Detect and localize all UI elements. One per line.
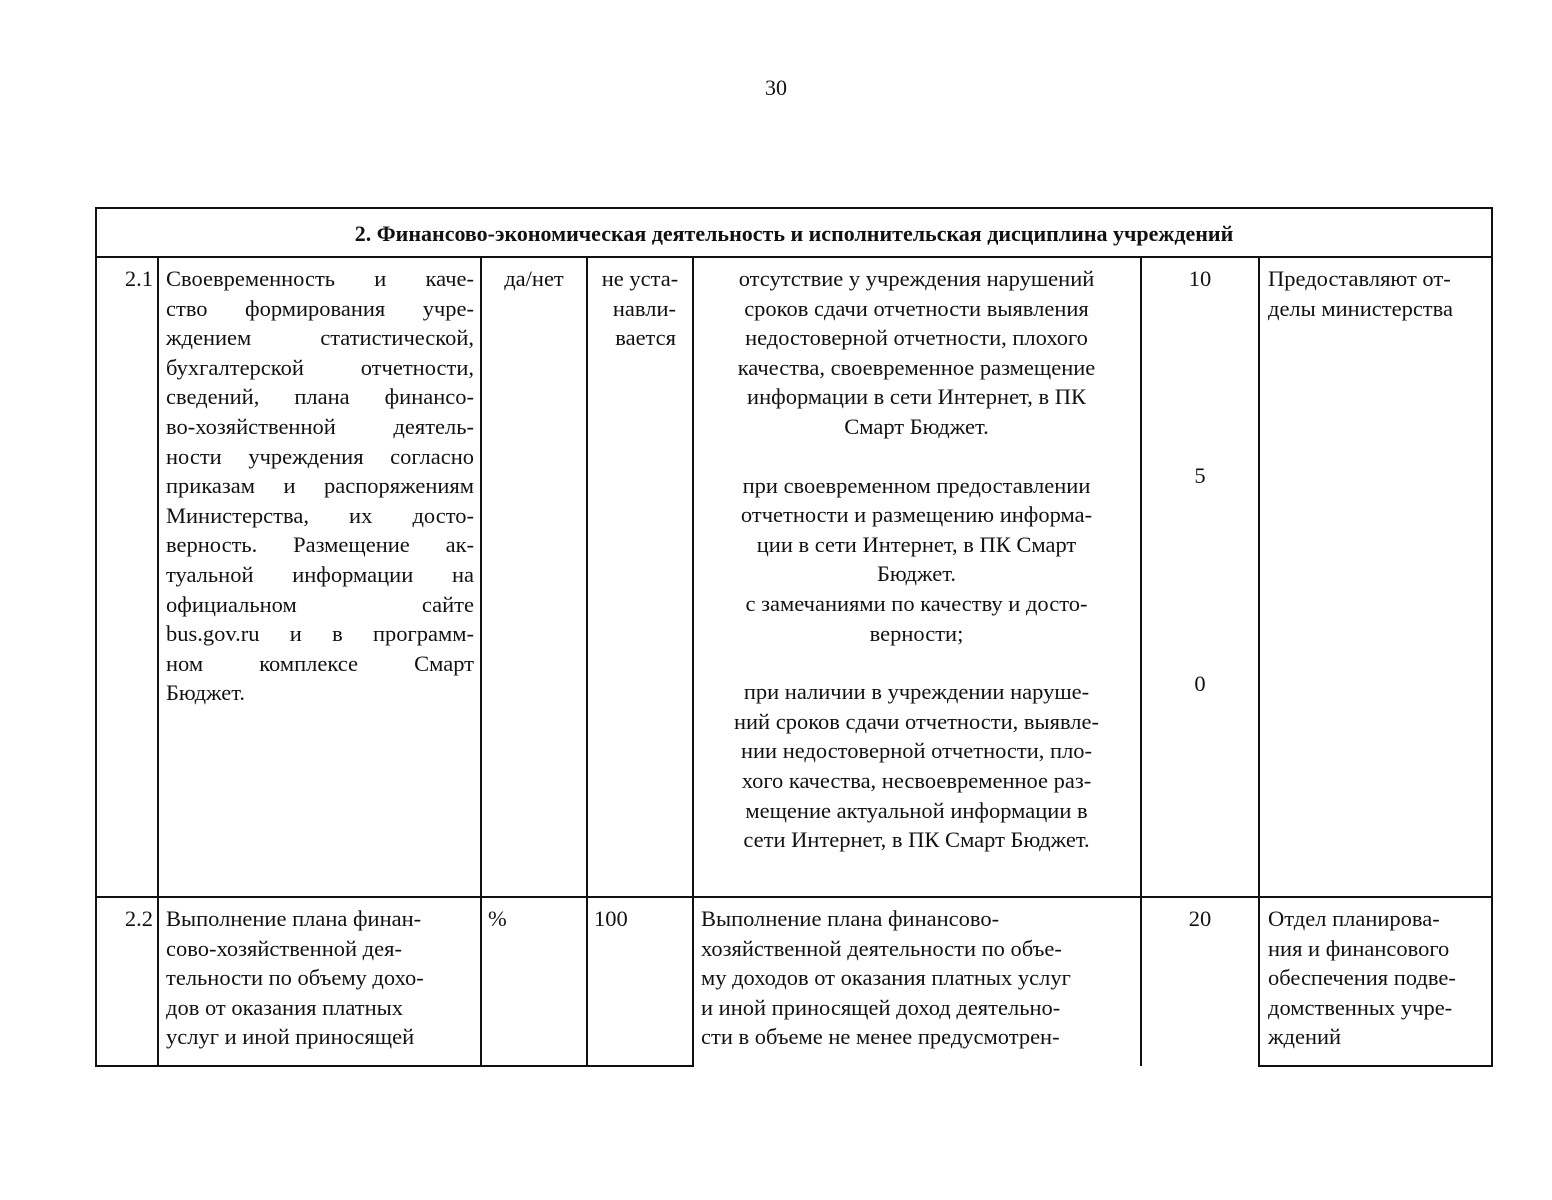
criterion-line: Бюджет. bbox=[876, 561, 957, 587]
source-line: ждений bbox=[1268, 1024, 1342, 1050]
criterion-line: с замечаниями по качеству и досто- bbox=[745, 590, 1088, 616]
criterion-line: недостоверной отчетности, плохого bbox=[745, 325, 1088, 351]
indicator-name-line: бухгалтерской отчетности, bbox=[166, 354, 474, 380]
source-line: Отдел планирова- bbox=[1268, 906, 1440, 931]
indicator-name-line: дов от оказания платных bbox=[166, 994, 404, 1020]
indicator-name-line: Своевременность и каче- bbox=[166, 266, 474, 291]
row-number-cell bbox=[96, 897, 158, 1066]
indicator-name-line: ство формирования учре- bbox=[166, 295, 474, 321]
target-cell bbox=[587, 897, 693, 1066]
criterion-line: сети Интернет, в ПК Смарт Бюджет. bbox=[743, 827, 1090, 853]
score-value: 5 bbox=[1194, 463, 1206, 488]
indicator-name-line: Бюджет. bbox=[166, 680, 246, 706]
criterion-line: при своевременном предоставлении bbox=[742, 472, 1091, 498]
indicator-name-cell bbox=[158, 257, 481, 897]
criterion-line: Смарт Бюджет. bbox=[844, 413, 989, 439]
criterion-line: хозяйственной деятельности по объе- bbox=[701, 935, 1062, 961]
score-stack bbox=[1146, 264, 1254, 896]
score-cell bbox=[1141, 257, 1259, 897]
score-value: 10 bbox=[1188, 266, 1212, 291]
source-cell bbox=[1259, 897, 1492, 1066]
criterion-line: при наличии в учреждении наруше- bbox=[743, 679, 1090, 705]
indicator-name-cell bbox=[158, 897, 481, 1066]
unit-value: % bbox=[488, 906, 507, 931]
indicator-name-line: bus.gov.ru и в программ- bbox=[166, 621, 474, 647]
criterion-line: му доходов от оказания платных услуг bbox=[701, 965, 1071, 991]
indicator-name-line: приказам и распоряжениям bbox=[166, 473, 474, 499]
score-value: 0 bbox=[1194, 671, 1206, 696]
target-line: не уста- bbox=[601, 266, 679, 291]
table-row bbox=[96, 257, 1492, 897]
criteria-cell bbox=[693, 257, 1141, 897]
criterion-line: верности; bbox=[869, 620, 964, 646]
indicator-name-line: ждением статистической, bbox=[166, 325, 474, 351]
criterion-line: отчетности и размещению информа- bbox=[740, 502, 1093, 528]
unit-cell bbox=[481, 257, 587, 897]
criterion-line: и иной приносящей доход деятельно- bbox=[701, 994, 1061, 1020]
criterion-line: мещение актуальной информации в bbox=[745, 797, 1088, 823]
spacer bbox=[701, 442, 1132, 471]
row-number: 2.2 bbox=[124, 906, 153, 931]
criterion-block bbox=[701, 677, 1132, 855]
row-number-cell bbox=[96, 257, 158, 897]
criterion-line: сти в объеме не менее предусмотрен- bbox=[701, 1024, 1060, 1050]
unit-cell bbox=[481, 897, 587, 1066]
table-row bbox=[96, 897, 1492, 1066]
score-cell bbox=[1141, 897, 1259, 1066]
criterion-line: хого качества, несвоевременное раз- bbox=[741, 767, 1092, 793]
indicator-name-line: сово-хозяйственной дея- bbox=[166, 935, 402, 961]
criterion-block bbox=[701, 264, 1132, 442]
indicator-name-line: тельности по объему дохо- bbox=[166, 965, 424, 991]
criterion-line: ции в сети Интернет, в ПК Смарт bbox=[756, 531, 1077, 557]
indicator-name-line: официальном сайте bbox=[166, 591, 474, 617]
indicator-name-line: ности учреждения согласно bbox=[166, 443, 474, 469]
indicator-name-line: туальной информации на bbox=[166, 561, 474, 587]
criteria-cell bbox=[693, 897, 1141, 1066]
criteria-table bbox=[95, 207, 1493, 1067]
source-line: Предоставляют от- bbox=[1268, 266, 1451, 291]
criterion-line: отсутствие у учреждения нарушений bbox=[738, 266, 1095, 291]
source-line: домственных учре- bbox=[1268, 994, 1453, 1020]
source-line: ния и финансового bbox=[1268, 935, 1450, 961]
section-title: 2. Финансово-экономическая деятельность и исполнительская дисциплина учреждений bbox=[354, 220, 1234, 246]
row-number: 2.1 bbox=[124, 266, 153, 291]
criterion-line: Выполнение плана финансово- bbox=[701, 906, 1000, 931]
criterion-line: сроков сдачи отчетности выявления bbox=[744, 295, 1089, 321]
criterion-line: информации в сети Интернет, в ПК bbox=[747, 384, 1086, 410]
source-line: обеспечения подве- bbox=[1268, 965, 1456, 991]
unit-value: да/нет bbox=[504, 266, 564, 291]
target-value: 100 bbox=[594, 906, 628, 931]
criterion-block bbox=[701, 471, 1132, 649]
score-value: 20 bbox=[1188, 906, 1212, 931]
indicator-name-line: верность. Размещение ак- bbox=[166, 532, 474, 558]
indicator-name-line: услуг и иной приносящей bbox=[166, 1024, 415, 1050]
criterion-line: ний сроков сдачи отчетности, выявле- bbox=[733, 708, 1100, 734]
indicator-name-line: во-хозяйственной деятель- bbox=[166, 413, 474, 439]
indicator-name-line: ном комплексе Смарт bbox=[166, 650, 474, 676]
indicator-name-line: сведений, плана финансо- bbox=[166, 384, 474, 410]
indicator-name-line: Выполнение плана финан- bbox=[166, 906, 422, 931]
criterion-line: качества, своевременное размещение bbox=[737, 354, 1096, 380]
source-line: делы министерства bbox=[1268, 295, 1453, 321]
target-line: навли- bbox=[612, 295, 676, 321]
source-cell bbox=[1259, 257, 1492, 897]
criterion-line: нии недостоверной отчетности, пло- bbox=[740, 738, 1093, 764]
section-title-cell bbox=[96, 208, 1492, 257]
target-cell bbox=[587, 257, 693, 897]
indicator-name-line: Министерства, их досто- bbox=[166, 502, 474, 528]
page-number: 30 bbox=[765, 75, 787, 100]
spacer bbox=[701, 648, 1132, 677]
target-line: вается bbox=[615, 325, 676, 351]
